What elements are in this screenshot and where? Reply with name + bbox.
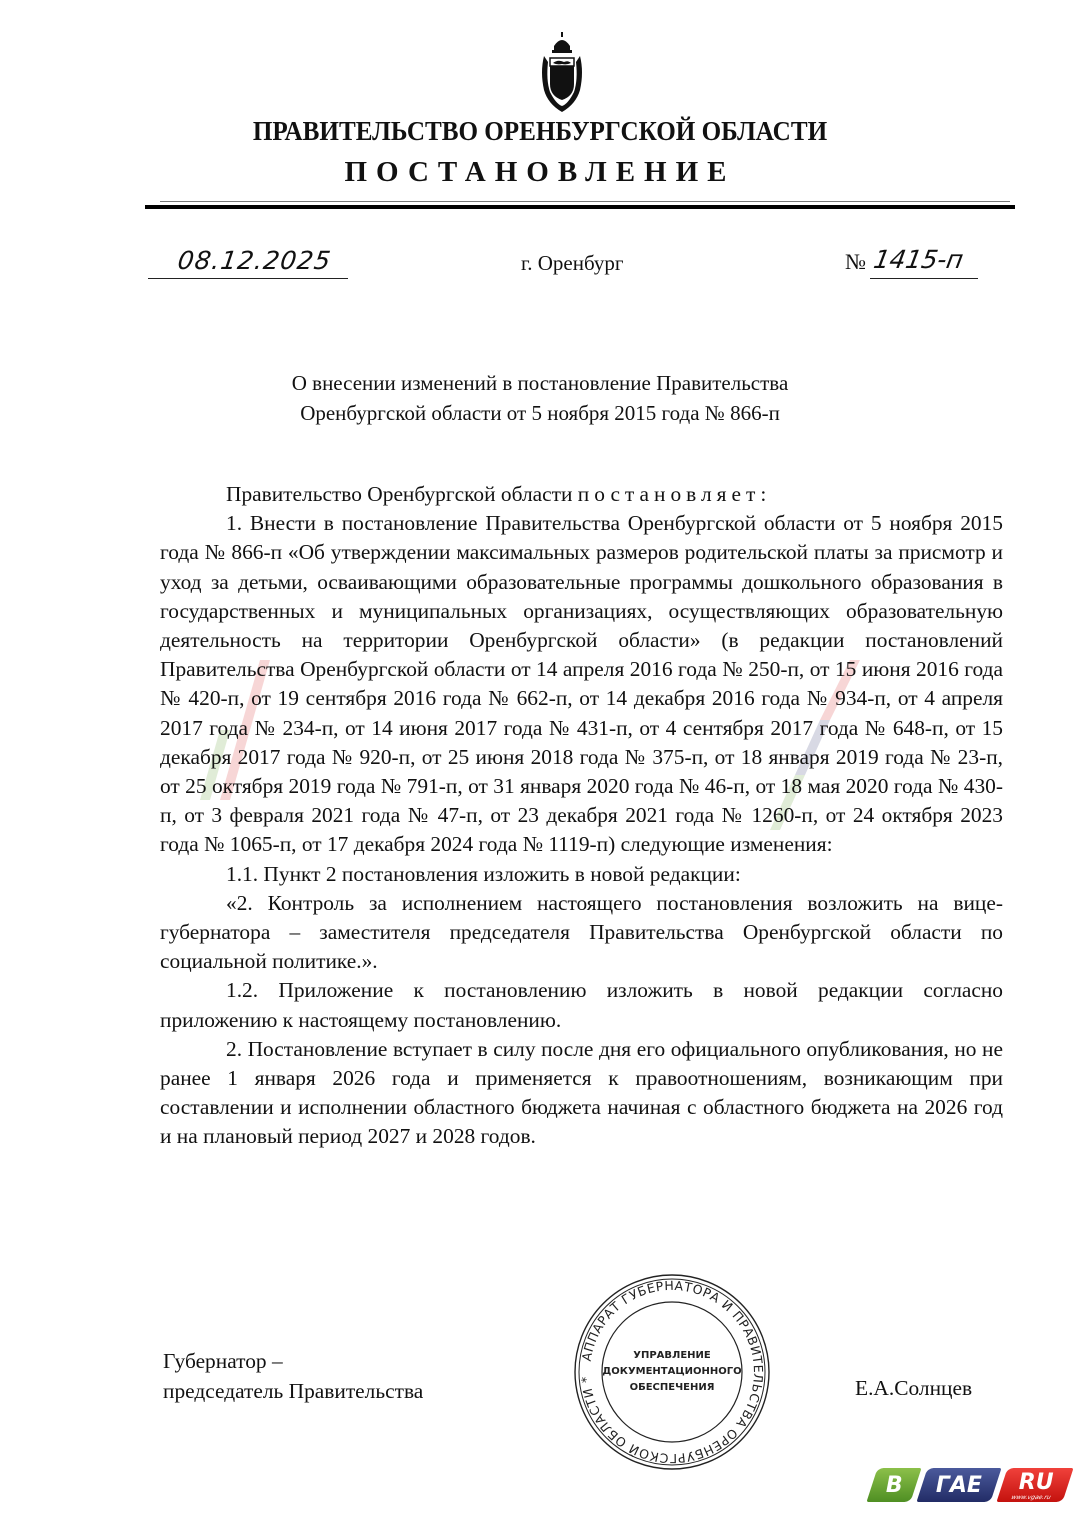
stamp-center-line-2: ДОКУМЕНТАЦИОННОГО: [602, 1366, 742, 1377]
position-line-2: председатель Правительства: [163, 1379, 424, 1403]
document-subject: [0, 368, 1080, 428]
document-city: г. Оренбург: [521, 251, 624, 275]
logo-segment-b: В: [866, 1468, 921, 1502]
paragraph-1: 1. Внести в постановление Правительства Оренбургской области от 5 ноября 2015 года № 866-п «Об утверждении максимальных размеров родительской платы за присмотр и уход за детьми, осваивающими образовательные программы дошкольного образования в государственных и муниципальных организациях, осуществляющих образовательную деятельность на территории Оренбургской области» (в редакции постановлений Правительства Оренбургской области от 14 апреля 2016 года № 250-п, от 15 июня 2016 года № 420-п, от 19 сентября 2016 года № 662-п, от 14 декабря 2016 года № 934-п, от 4 апреля 2017 года № 234-п, от 14 июня 2017 года № 431-п, от 4 сентября 2017 года № 648-п, от 15 декабря 2017 года № 920-п, от 25 июня 2018 года № 375-п, от 18 января 2019 года № 23-п, от 25 октября 2019 года № 791-п, от 31 января 2020 года № 46-п, от 18 мая 2020 года № 430-п, от 3 февраля 2021 года № 47-п, от 23 декабря 2021 года № 1260-п, от 24 октября 2023 года № 1065-п, от 17 декабря 2024 года № 1119-п) следующие изменения:: [160, 511, 1003, 857]
paragraph-1-1: 1.1. Пункт 2 постановления изложить в новой редакции:: [226, 861, 741, 886]
signatory-position: [163, 1346, 423, 1406]
header-rule-thin: [160, 201, 1010, 202]
site-logo[interactable]: [872, 1468, 1068, 1506]
signatory-name: Е.А.Солнцев: [855, 1376, 973, 1400]
document-date: 08.12.2025: [175, 246, 334, 275]
coat-of-arms-icon: [540, 32, 584, 114]
document-number: 1415-п: [871, 245, 966, 274]
paragraph-1-2: 1.2. Приложение к постановлению изложить в новой редакции согласно приложению к настоящему постановлению.: [160, 978, 1003, 1032]
subject-line-1: О внесении изменений в постановление Правительства: [291, 371, 789, 395]
preamble-verb: постановляет: [577, 482, 761, 506]
position-line-1: Губернатор –: [163, 1349, 283, 1373]
stamp-ring-text: АППАРАТ ГУБЕРНАТОРА И ПРАВИТЕЛЬСТВА ОРЕНБУРГСКОЙ ОБЛАСТИ *: [578, 1277, 767, 1467]
logo-segment-gae: ГАЕ: [916, 1468, 1001, 1502]
paragraph-2: 2. Постановление вступает в силу после дня его официального опубликования, но не ранее 1 января 2026 года и применяется к правоотношениям, возникающим при составлении и исполнении областного бюджета начиная с областного бюджета на 2026 год и на плановый период 2027 и 2028 годов.: [160, 1036, 1003, 1149]
number-label: №: [845, 249, 866, 274]
preamble: Правительство Оренбургской области постановляет:: [226, 482, 767, 506]
stamp-center-line-1: УПРАВЛЕНИЕ: [633, 1350, 711, 1361]
document-body: [160, 480, 1003, 1152]
organization-title: ПРАВИТЕЛЬСТВО ОРЕНБУРГСКОЙ ОБЛАСТИ: [252, 116, 828, 146]
official-stamp-icon: [572, 1272, 772, 1472]
paragraph-1-1-quote: «2. Контроль за исполнением настоящего постановления возложить на вице-губернатора – заместителя председателя Правительства Оренбургской области по социальной политике.».: [160, 890, 1003, 974]
document-type: ПОСТАНОВЛЕНИЕ: [344, 156, 736, 188]
logo-segment-ru: RU www.vgae.ru: [996, 1468, 1073, 1502]
stamp-center-line-3: ОБЕСПЕЧЕНИЯ: [629, 1382, 715, 1393]
subject-line-2: Оренбургской области от 5 ноября 2015 года № 866-п: [300, 401, 780, 425]
header-rule: [145, 205, 1015, 209]
